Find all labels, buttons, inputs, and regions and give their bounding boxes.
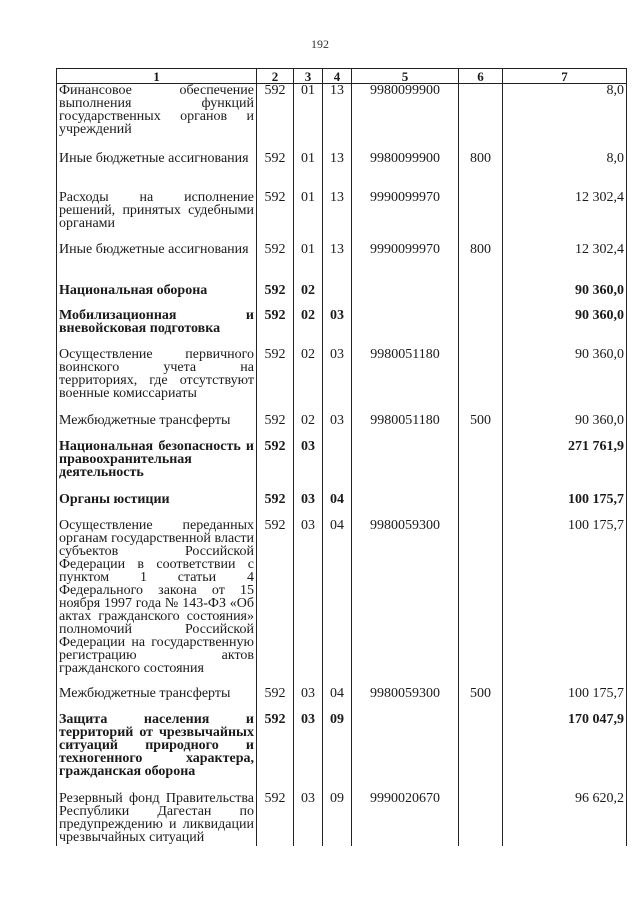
row-amount: 271 761,9	[503, 440, 627, 493]
row-ved: 592	[257, 713, 294, 792]
row-name: Расходы на исполнение решений, принятых судебными органами	[57, 191, 257, 243]
row-razdel: 02	[294, 348, 323, 414]
row-vr	[459, 191, 503, 243]
table-header-row	[57, 69, 627, 84]
row-vr: 500	[459, 687, 503, 713]
table-row	[57, 713, 627, 792]
row-amount: 90 360,0	[503, 414, 627, 440]
row-ved: 592	[257, 243, 294, 284]
row-razdel: 03	[294, 687, 323, 713]
row-csr: 9980059300	[352, 687, 459, 713]
row-razdel: 01	[294, 243, 323, 284]
row-ved: 592	[257, 687, 294, 713]
row-amount: 90 360,0	[503, 348, 627, 414]
row-csr: 9990020670	[352, 792, 459, 846]
row-amount: 100 175,7	[503, 519, 627, 687]
row-amount: 8,0	[503, 152, 627, 191]
row-podrazdel: 13	[323, 152, 352, 191]
budget-table	[56, 68, 627, 846]
row-ved: 592	[257, 309, 294, 348]
row-razdel: 03	[294, 493, 323, 519]
row-podrazdel: 09	[323, 792, 352, 846]
row-name: Национальная безопасность и правоохранительная деятельность	[57, 440, 257, 493]
row-razdel: 02	[294, 414, 323, 440]
row-vr	[459, 84, 503, 152]
row-amount: 170 047,9	[503, 713, 627, 792]
row-vr: 500	[459, 414, 503, 440]
row-name: Национальная оборона	[57, 284, 257, 309]
row-vr	[459, 440, 503, 493]
row-name: Мобилизационная и вневойсковая подготовка	[57, 309, 257, 348]
row-csr: 9990099970	[352, 243, 459, 284]
row-podrazdel: 03	[323, 309, 352, 348]
row-podrazdel: 09	[323, 713, 352, 792]
row-name: Осуществление первичного воинского учета на территориях, где отсутствуют военные комиссариаты	[57, 348, 257, 414]
row-podrazdel: 04	[323, 519, 352, 687]
row-podrazdel: 04	[323, 493, 352, 519]
row-podrazdel	[323, 284, 352, 309]
row-csr	[352, 493, 459, 519]
row-csr	[352, 440, 459, 493]
row-vr: 800	[459, 152, 503, 191]
row-podrazdel: 03	[323, 348, 352, 414]
row-csr: 9980059300	[352, 519, 459, 687]
table-row	[57, 792, 627, 846]
row-amount: 100 175,7	[503, 493, 627, 519]
row-razdel: 03	[294, 519, 323, 687]
table-row	[57, 309, 627, 348]
page-number: 192	[311, 37, 329, 51]
row-razdel: 01	[294, 152, 323, 191]
table-row	[57, 191, 627, 243]
row-razdel: 01	[294, 191, 323, 243]
row-name: Иные бюджетные ассигнования	[57, 243, 257, 284]
table-row	[57, 152, 627, 191]
table-row	[57, 414, 627, 440]
row-csr: 9980051180	[352, 414, 459, 440]
row-amount: 96 620,2	[503, 792, 627, 846]
row-vr	[459, 493, 503, 519]
row-csr: 9980099900	[352, 152, 459, 191]
column-header: 7	[503, 69, 627, 84]
row-name: Иные бюджетные ассигнования	[57, 152, 257, 191]
row-vr: 800	[459, 243, 503, 284]
row-vr	[459, 309, 503, 348]
row-name: Защита населения и территорий от чрезвычайных ситуаций природного и техногенного характера, гражданская оборона	[57, 713, 257, 792]
row-ved: 592	[257, 84, 294, 152]
row-razdel: 02	[294, 284, 323, 309]
row-amount: 100 175,7	[503, 687, 627, 713]
row-podrazdel: 13	[323, 243, 352, 284]
row-razdel: 03	[294, 440, 323, 493]
row-ved: 592	[257, 414, 294, 440]
column-header: 1	[57, 69, 257, 84]
row-csr	[352, 713, 459, 792]
row-amount: 8,0	[503, 84, 627, 152]
row-amount: 12 302,4	[503, 243, 627, 284]
row-csr: 9980099900	[352, 84, 459, 152]
row-razdel: 03	[294, 792, 323, 846]
row-amount: 90 360,0	[503, 309, 627, 348]
table-row	[57, 440, 627, 493]
row-ved: 592	[257, 284, 294, 309]
table-row	[57, 687, 627, 713]
row-vr	[459, 348, 503, 414]
row-csr: 9990099970	[352, 191, 459, 243]
row-vr	[459, 284, 503, 309]
row-vr	[459, 792, 503, 846]
row-podrazdel: 03	[323, 414, 352, 440]
row-name: Органы юстиции	[57, 493, 257, 519]
row-name: Межбюджетные трансферты	[57, 414, 257, 440]
row-podrazdel: 13	[323, 84, 352, 152]
row-name: Межбюджетные трансферты	[57, 687, 257, 713]
row-razdel: 03	[294, 713, 323, 792]
row-vr	[459, 713, 503, 792]
row-csr	[352, 284, 459, 309]
row-name: Финансовое обеспечение выполнения функций государственных органов и учреждений	[57, 84, 257, 152]
row-razdel: 01	[294, 84, 323, 152]
row-csr: 9980051180	[352, 348, 459, 414]
row-name: Резервный фонд Правительства Республики Дагестан по предупреждению и ликвидации чрезвычайных ситуаций	[57, 792, 257, 846]
row-ved: 592	[257, 493, 294, 519]
row-ved: 592	[257, 440, 294, 493]
column-header: 6	[459, 69, 503, 84]
row-podrazdel: 04	[323, 687, 352, 713]
table-row	[57, 284, 627, 309]
row-ved: 592	[257, 792, 294, 846]
row-podrazdel: 13	[323, 191, 352, 243]
table-row	[57, 348, 627, 414]
row-csr	[352, 309, 459, 348]
column-header: 2	[257, 69, 294, 84]
row-name: Осуществление переданных органам государственной власти субъектов Российской Федерации в соответствии с пунктом 1 статьи 4 Федерального закона от 15 ноября 1997 года № 143-ФЗ «Об актах гражданского состояния» полномочий Российской Федерации на государственную регистрацию актов гражданского состояния	[57, 519, 257, 687]
row-amount: 90 360,0	[503, 284, 627, 309]
row-vr	[459, 519, 503, 687]
row-amount: 12 302,4	[503, 191, 627, 243]
row-podrazdel	[323, 440, 352, 493]
column-header: 4	[323, 69, 352, 84]
row-razdel: 02	[294, 309, 323, 348]
column-header: 5	[352, 69, 459, 84]
table-row	[57, 243, 627, 284]
table-row	[57, 84, 627, 152]
column-header: 3	[294, 69, 323, 84]
row-ved: 592	[257, 152, 294, 191]
row-ved: 592	[257, 519, 294, 687]
table-row	[57, 519, 627, 687]
row-ved: 592	[257, 191, 294, 243]
table-row	[57, 493, 627, 519]
row-ved: 592	[257, 348, 294, 414]
